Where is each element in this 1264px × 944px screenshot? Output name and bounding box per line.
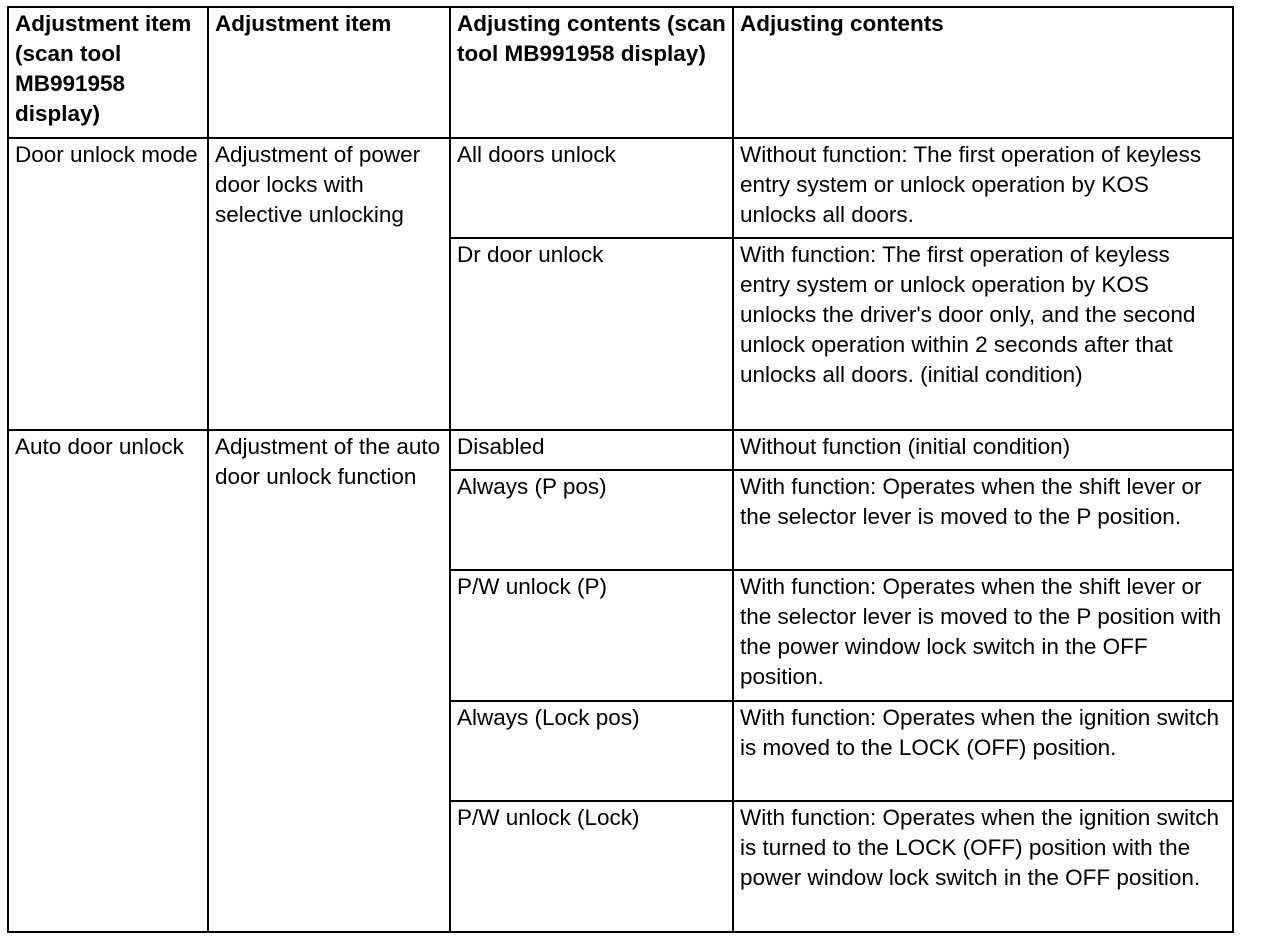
table-header-row	[8, 7, 1233, 138]
header-adjusting-contents: Adjusting contents	[733, 7, 1233, 138]
scan-display-cell: Disabled	[450, 430, 733, 470]
scan-display-cell: Always (Lock pos)	[450, 701, 733, 801]
header-adjustment-item-scan: Adjustment item (scan tool MB991958 display)	[8, 7, 208, 138]
table-row	[8, 138, 1233, 238]
auto-door-unlock-adjustment-cell: Adjustment of the auto door unlock function	[208, 430, 450, 932]
contents-cell: With function: Operates when the shift lever or the selector lever is moved to the P position with the power window lock switch in the OFF position.	[733, 570, 1233, 701]
scan-display-cell: All doors unlock	[450, 138, 733, 238]
contents-cell: With function: Operates when the ignition switch is turned to the LOCK (OFF) position with the power window lock switch in the OFF position.	[733, 801, 1233, 932]
header-adjustment-item: Adjustment item	[208, 7, 450, 138]
auto-door-unlock-cell: Auto door unlock	[8, 430, 208, 932]
door-unlock-adjustment-cell: Adjustment of power door locks with selective unlocking	[208, 138, 450, 430]
scan-display-cell: P/W unlock (Lock)	[450, 801, 733, 932]
contents-cell: With function: The first operation of keyless entry system or unlock operation by KOS unlocks the driver's door only, and the second unlock operation within 2 seconds after that unlocks all doors. (initial condition)	[733, 238, 1233, 430]
header-adjusting-contents-scan: Adjusting contents (scan tool MB991958 display)	[450, 7, 733, 138]
contents-cell: With function: Operates when the shift lever or the selector lever is moved to the P position.	[733, 470, 1233, 570]
scan-display-cell: Always (P pos)	[450, 470, 733, 570]
door-unlock-mode-cell: Door unlock mode	[8, 138, 208, 430]
scan-display-cell: P/W unlock (P)	[450, 570, 733, 701]
contents-cell: With function: Operates when the ignition switch is moved to the LOCK (OFF) position.	[733, 701, 1233, 801]
table-row	[8, 430, 1233, 470]
contents-cell: Without function (initial condition)	[733, 430, 1233, 470]
contents-cell: Without function: The first operation of keyless entry system or unlock operation by KOS unlocks all doors.	[733, 138, 1233, 238]
scan-display-cell: Dr door unlock	[450, 238, 733, 430]
adjustment-table	[7, 6, 1234, 933]
